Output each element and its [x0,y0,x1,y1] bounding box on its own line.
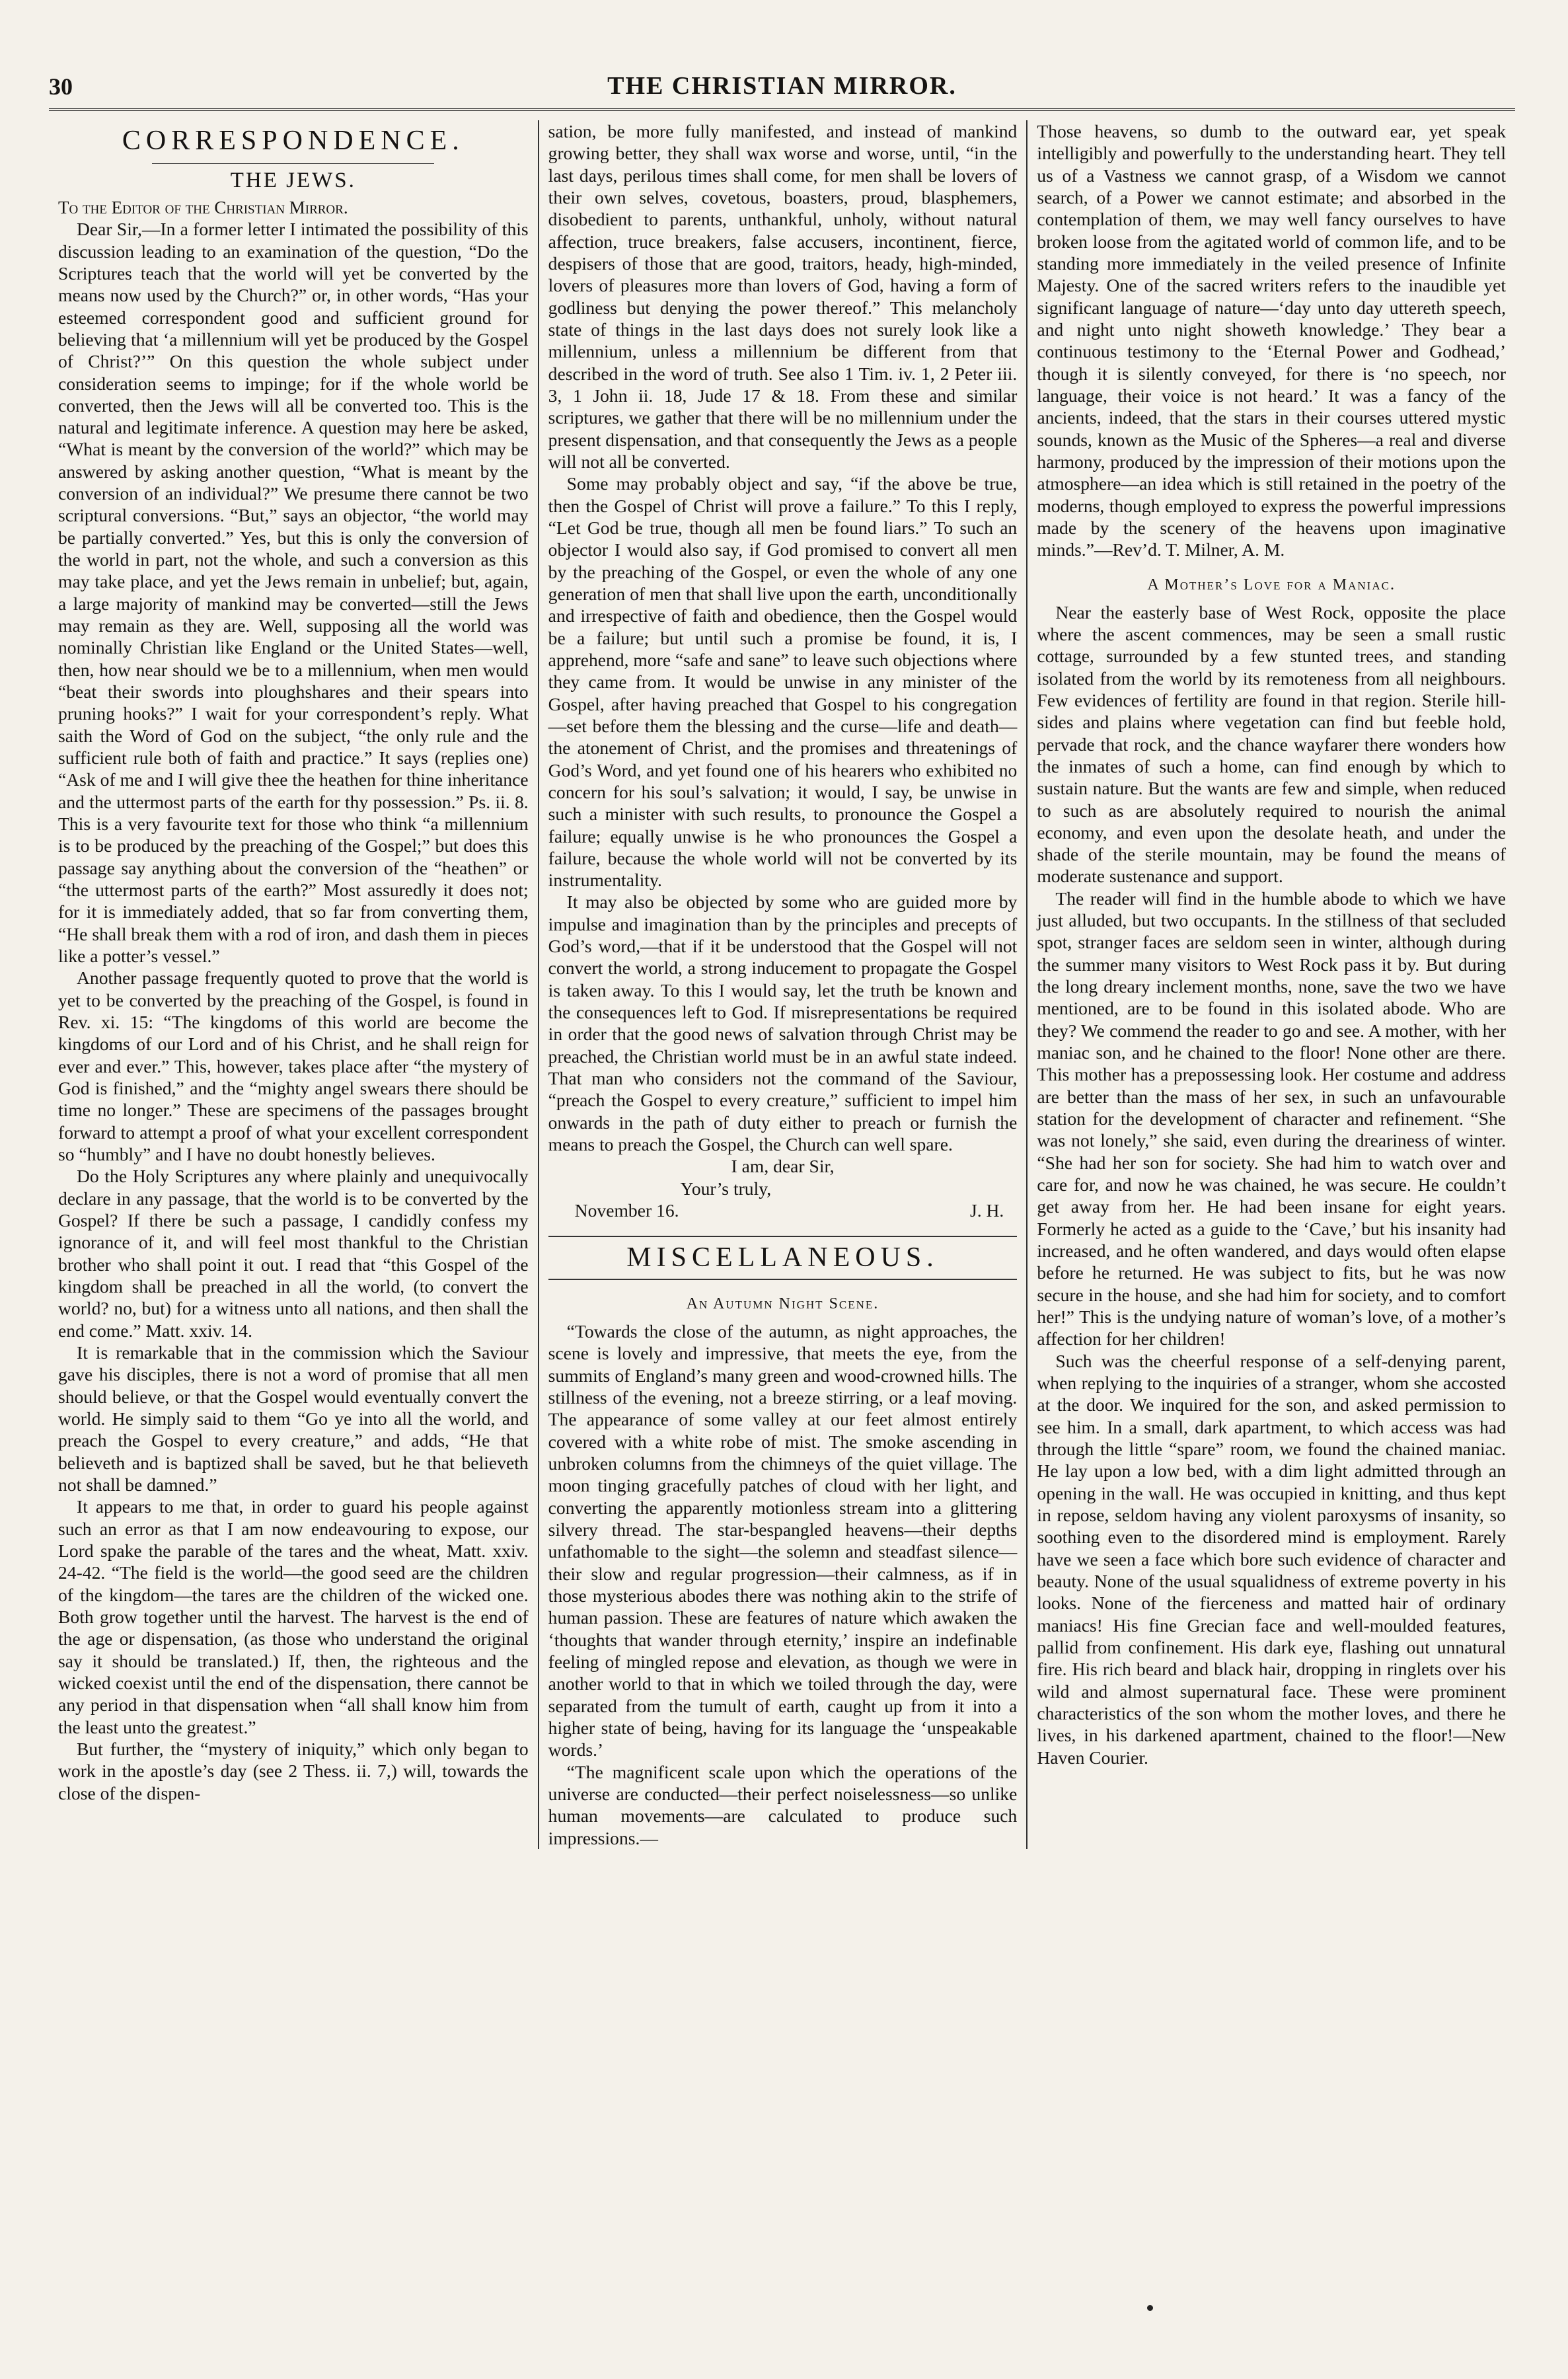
salutation: To the Editor of the Christian Mirror. [58,197,348,217]
article-title-jews: THE JEWS. [230,168,356,192]
paragraph: It appears to me that, in order to guard his people against such an error as that I am now endeavouring to expose, our Lord spake the parable of the tares and the wheat, Matt. xxiv. 24-42. “The field is the world—the good seed are the children of the kingdom—the tares are the children of the wicked one. Both grow together until the harvest. The harvest is the end of the age or dispensation, (as those who understand the original say it should be translated.) If, then, the righteous and the wicked coexist until the end of the dispensation, there cannot be any period in that dispensation when “all shall know him from the least unto the greatest.” [58,1496,529,1737]
paragraph: sation, be more fully manifested, and instead of mankind growing better, they shall wax worse and worse, until, “in the last days, perilous times shall come, for men shall be lovers of their own selves, covetous, boasters, proud, blasphemers, disobedient to parents, unthankful, unholy, without natural affection, truce breakers, false accusers, incontinent, fierce, despisers of those that are good, traitors, heady, high-minded, lovers of pleasures more than lovers of God, having a form of godliness but denying the power thereof.” This melancholy state of things in the last days does not surely look like a millennium, unless a millennium be different from that described in the word of truth. See also 1 Tim. iv. 1, 2 Peter iii. 3, 1 John ii. 18, Jude 17 & 18. From these and similar scriptures, we gather that there will be no millennium under the present dispensation, and that consequently the Jews as a people will not all be converted. [548,121,1018,472]
paragraph: Such was the cheerful response of a self-denying parent, when replying to the inquiries of a stranger, whom she accosted at the door. We inquired for the son, and asked permission to see him. In a small, dark apartment, to which access was had through the little “spare” room, we found the chained maniac. He lay upon a low bed, with a dim light admitted through an opening in the wall. He was occupied in knitting, and thus kept in repose, seldom having any violent paroxysms of insanity, so soothing even to the disordered mind is employment. Rarely have we seen a face which bore such evidence of character and beauty. None of the usual squalidness of extreme poverty in his looks. None of the fierceness and matted hair of ordinary maniacs! His fine Grecian face and well-moulded features, pallid from confinement. His dark eye, flashing out unnatural fire. His rich beard and black hair, dropping in ringlets over his wild and almost supernatural face. These were prominent characteristics of the son whom the mother loves, and there he lives, in his darkened apartment, chained to the floor!—New Haven Courier. [1037,1350,1507,1768]
page-number: 30 [49,73,73,100]
paragraph: “Towards the close of the autumn, as night approaches, the scene is lovely and impressive, that meets the eye, from the summits of England’s many green and wood-crowned hills. The stillness of the evening, not a breeze stirring, or a leaf moving. The appearance of some valley at our feet almost entirely covered with a white robe of mist. The smoke ascending in unbroken columns from the chimneys of the quiet village. The moon tinging gracefully patches of cloud with her light, and converting the apparently motionless stream into a glittering silvery thread. The star-bespangled heavens—their depths unfathomable to the sight—the solemn and steadfast silence—their slow and regular progression—their calmness, as if in those mysterious abodes there was nothing akin to the strife of human passion. These are features of nature which awaken the ‘thoughts that wander through eternity,’ inspire an indefinable feeling of mingled repose and elevation, as though we were in another world to that in which we toiled through the day, were separated from the tumult of earth, caught up from it into a higher state of being, having for its language the ‘unspeakable words.’ [548,1321,1018,1760]
author-initials: J. H. [969,1200,1004,1221]
paragraph: But further, the “mystery of iniquity,” which only began to work in the apostle’s day (see 2 Thess. ii. 7,) will, towards the close of the dispen- [58,1738,529,1803]
paragraph: It may also be objected by some who are guided more by impulse and imagination than by the principles and precepts of God’s word,—that if it be understood that the Gospel will not convert the world, a strong inducement to propagate the Gospel is taken away. To this I would say, let the truth be known and the consequences left to God. If misrepresentations be required in order that the good news of salvation through Christ may be preached, the Christian world must be in an awful state indeed. That man who considers not the command of the Saviour, “preach the Gospel to every creature,” sufficient to impel him onwards in the path of duty either to preach or furnish the means to preach the Gospel, the Church can well spare. [548,891,1018,1155]
columns [49,120,1515,1849]
ink-dot [1147,2305,1153,2311]
paragraph: Some may probably object and say, “if the above be true, then the Gospel of Christ will prove a failure.” To this I reply, “Let God be true, though all men be found liars.” To such an objector I would also say, if God promised to convert all men by the preaching of the Gospel, or even the whole of any one generation of men that shall live upon the earth, unconditionally and irrespective of faith and obedience, then the Gospel would be a failure; but until such a promise be found, it is, I apprehend, more “safe and sane” to leave such objections where they came from. It would be unwise in any minister of the Gospel, after having preached that Gospel to his congregation—set before them the blessing and the curse—life and death—the atonement of Christ, and the promises and threatenings of God’s Word, and yet found one of his hearers who exhibited no concern for his soul’s salvation; it would, I say, be unwise in such a minister with such results, to pronounce the Gospel a failure; equally unwise is he who pronounces the Gospel a failure, because the whole world will not be converted by its instrumentality. [548,473,1018,891]
letter-date: November 16. [574,1200,679,1221]
paragraph: Near the easterly base of West Rock, opposite the place where the ascent commences, may be seen a small rustic cottage, surrounded by a few stunted trees, and standing isolated from the world by its remoteness from all neighbours. Few evidences of fertility are found in that region. Sterile hill-sides and plains where vegetation can find but feeble hold, pervade that rock, and the chance wayfarer there wonders how the inmates of such a home, can find enough by which to sustain nature. But the wants are few and simple, when reduced to such as are absolutely required to nourish the animal economy, and even upon the desolate heath, and under the shade of the sterile mountain, may be found the means of moderate sustenance and support. [1037,601,1507,887]
article-title-autumn: An Autumn Night Scene. [686,1295,879,1313]
masthead [49,58,1515,106]
closing: I am, dear Sir, [731,1156,835,1177]
paragraph: Those heavens, so dumb to the outward ear, yet speak intelligibly and powerfully to the understanding heart. They tell us of a Vastness we cannot grasp, of a Wisdom we cannot search, of a Power we cannot estimate; and absorbed in the contemplation of them, we may well fancy ourselves to have broken loose from the agitated world of common life, and to be standing more immediately in the veiled presence of Infinite Majesty. One of the sacred writers refers to the inaudible yet significant language of nature—‘day unto day uttereth speech, and night unto night showeth knowledge.’ They bear a continuous testimony to the ‘Eternal Power and Godhead,’ though it is silently conveyed, for there is ‘no speech, nor language, their voice is not heard.’ It was a fancy of the ancients, indeed, that the stars in their courses uttered mystic sounds, known as the Music of the Spheres—a real and diverse harmony, produced by the impression of their motions upon the atmosphere—an idea which is still retained in the poetry of the moderns, though employed to express the powerful impressions made by the scenery of the heavens upon imaginative minds.”—Rev’d. T. Milner, A. M. [1037,121,1507,560]
paragraph: Dear Sir,—In a former letter I intimated the possibility of this discussion leading to an examination of the question, “Do the Scriptures teach that the world will yet be converted by the means now used by the Church?” or, in other words, “Has your esteemed correspondent good and sufficient ground for believing that ‘a millennium will yet be produced by the Gospel of Christ?’” On this question the whole subject under consideration seems to impinge; for if the whole world be converted, then the Jews will all be converted too. This is the natural and legitimate inference. A question may here be asked, “What is meant by the conversion of the world?” which may be answered by asking another question, “What is meant by the conversion of an individual?” We presume there cannot be two scriptural conversions. “But,” says an objector, “the world may be partially converted.” Yes, but this is only the conversion of the world in part, not the whole, and such a conversion as this may take place, and yet the Jews remain in unbelief; but, again, a large majority of mankind may be converted—still the Jews may remain as they are. Well, supposing all the world was nominally Christian like England or the United States—well, then, how near should we be to a millennium, when men would “beat their swords into ploughshares and their spears into pruning hooks?” I wait for your correspondent’s reply. What saith the Word of God on the subject, “the only rule and the sufficient rule both of faith and practice.” It says (replies one) “Ask of me and I will give thee the heathen for thine inheritance and the uttermost parts of the earth for thy possession.” Ps. ii. 8. This is a very favourite text for those who think “a millennium is to be produced by the preaching of the Gospel;” but does this passage say anything about the conversion of the “heathen” or “the uttermost parts of the earth?” Most assuredly it does not; for it is immediately added, that so far from converting them, “He shall break them with a rod of iron, and dash them in pieces like a potter’s vessel.” [58,219,529,967]
closing-2: Your’s truly, [680,1178,772,1199]
header-rule [49,108,1515,111]
paragraph: The reader will find in the humble abode to which we have just alluded, but two occupants. In the stillness of that secluded spot, stranger faces are seldom seen in winter, although during the summer many visitors to West Rock pass it by. But during the long dreary inclement months, none, save the two we have mentioned, are to be found in this isolated abode. Who are they? We commend the reader to go and see. A mother, with her maniac son, and he chained to the floor! None other are there. This mother has a prepossessing look. Her costume and address are better than the mass of her sex, in such an unfavourable station for the development of character and refinement. “She was not lonely,” she said, even during the dreariness of winter. “She had her son for society. She had him to watch over and care for, and now he was chained, he was secure. He couldn’t get away from her. He had been insane for eight years. Formerly he acted as a guide to the ‘Cave,’ but his insanity had increased, and he often wandered, and days would often elapse before he returned. He was subject to fits, but he was now secure in the house, and she had him for society, and to comfort her!” This is the undying nature of woman’s love, of a mother’s affection for her children! [1037,887,1507,1349]
paragraph: It is remarkable that in the commission which the Saviour gave his disciples, there is not a word of promise that all men should believe, or that the Gospel would eventually convert the world. He simply said to them “Go ye into all the world, and preach the Gospel to every creature,” and adds, “He that believeth and is baptized shall be saved, but he that believeth not shall be damned.” [58,1341,529,1495]
paragraph: Another passage frequently quoted to prove that the world is yet to be converted by the preaching of the Gospel, is found in Rev. xi. 15: “The kingdoms of this world are become the kingdoms of our Lord and of his Christ, and he shall reign for ever and ever.” This, however, takes place after “the mystery of God is finished,” and the “mighty angel swears there should be time no longer.” These are specimens of the passages brought forward to attempt a proof of what your excellent correspondent so “humbly” and I have no doubt honestly believes. [58,967,529,1164]
section-heading-correspondence: CORRESPONDENCE. [122,126,465,156]
section-heading-miscellaneous: MISCELLANEOUS. [548,1236,1018,1280]
article-title-mother: A Mother’s Love for a Maniac. [1147,576,1396,593]
divider [152,163,434,164]
column-1 [49,120,538,1849]
signature-line [548,1199,1018,1221]
paragraph: Do the Holy Scriptures any where plainly and unequivocally declare in any passage, that the world is to be converted by the Gospel? If there be such a passage, I candidly confess my ignorance of it, and will feel most thankful to the Christian brother who shall point it out. I read that “this Gospel of the kingdom shall be preached in all the world, (to convert the world? no, but) for a witness unto all nations, and then shall the end come.” Matt. xxiv. 14. [58,1166,529,1341]
paragraph: “The magnificent scale upon which the operations of the universe are conducted—their perfect noiselessness—so unlike human movements—are calculated to produce such impressions.— [548,1761,1018,1848]
column-2 [538,120,1027,1849]
column-3 [1026,120,1515,1849]
page-header-title: THE CHRISTIAN MIRROR. [607,72,957,100]
